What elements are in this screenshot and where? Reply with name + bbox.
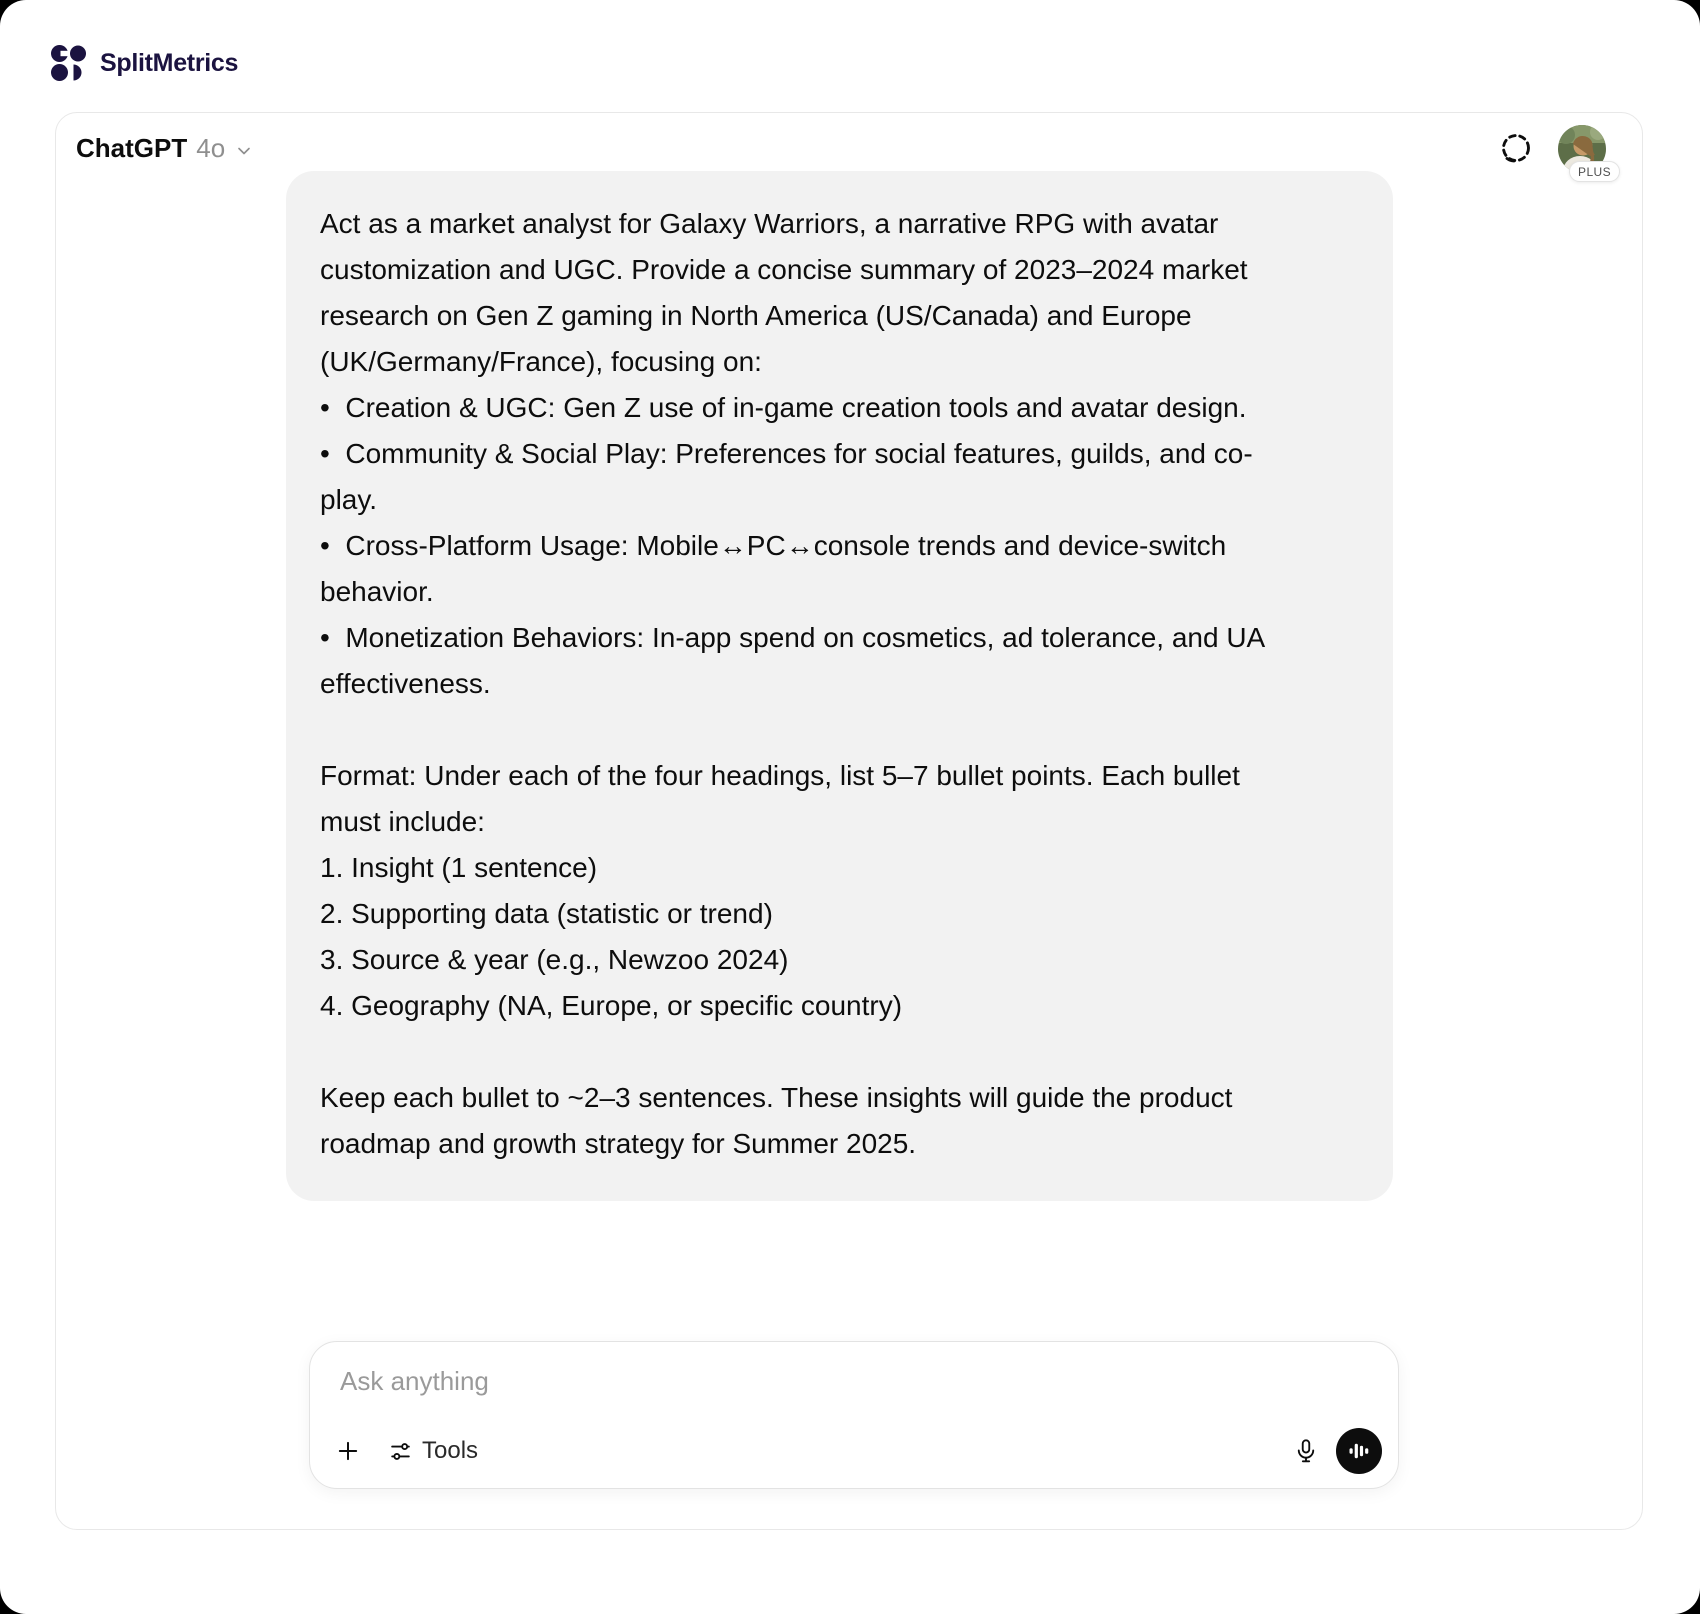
user-message-text — [320, 201, 1357, 1167]
composer-toolbar-left — [334, 1437, 478, 1465]
message-spacer — [320, 707, 1265, 753]
chatgpt-panel — [55, 112, 1643, 1530]
composer-toolbar — [310, 1428, 1398, 1488]
message-line: • Creation & UGC: Gen Z use of in-game creation tools and avatar design. — [320, 392, 1247, 423]
brand-header — [50, 44, 238, 82]
tools-label: Tools — [422, 1437, 479, 1464]
message-line: Format: Under each of the four headings, list 5–7 bullet points. Each bullet must include: — [320, 760, 1240, 837]
voice-waveform-icon — [1348, 1440, 1370, 1462]
microphone-icon — [1292, 1437, 1320, 1465]
sliders-icon — [388, 1439, 413, 1464]
temporary-chat-icon[interactable] — [1496, 129, 1536, 169]
voice-mode-button[interactable] — [1336, 1428, 1382, 1474]
message-line: 4. Geography (NA, Europe, or specific country) — [320, 990, 903, 1021]
message-spacer — [320, 1029, 1265, 1075]
message-line: • Community & Social Play: Preferences for social features, guilds, and co-play. — [320, 438, 1253, 515]
message-line: 1. Insight (1 sentence) — [320, 852, 598, 883]
message-line: • Cross-Platform Usage: Mobile↔PC↔console trends and device-switch behavior. — [320, 530, 1227, 607]
message-line: Act as a market analyst for Galaxy Warriors, a narrative RPG with avatar customization and UGC. Provide a concise summary of 2023–2024 market research on Gen Z gaming in North America (US/Canada) and Europe (UK/Germany/France), focusing on: — [320, 208, 1248, 377]
model-name: ChatGPT — [76, 133, 188, 163]
splitmetrics-logo-icon — [50, 44, 88, 82]
model-version: 4o — [196, 133, 226, 163]
dictate-button[interactable] — [1292, 1437, 1320, 1465]
composer-input[interactable] — [340, 1366, 1368, 1397]
message-line: 3. Source & year (e.g., Newzoo 2024) — [320, 944, 789, 975]
tools-button[interactable] — [388, 1437, 478, 1465]
composer-toolbar-right — [1292, 1428, 1382, 1474]
plus-badge: PLUS — [1569, 161, 1620, 182]
plus-icon — [334, 1437, 362, 1465]
user-avatar[interactable] — [1558, 125, 1611, 179]
message-line: • Monetization Behaviors: In-app spend on cosmetics, ad tolerance, and UA effectiveness. — [320, 622, 1264, 699]
message-line: 2. Supporting data (statistic or trend) — [320, 898, 773, 929]
model-selector[interactable] — [76, 133, 254, 164]
user-message-bubble — [286, 171, 1393, 1201]
composer — [309, 1341, 1399, 1489]
brand-name: SplitMetrics — [100, 48, 239, 77]
message-line: Keep each bullet to ~2–3 sentences. These insights will guide the product roadmap and growth strategy for Summer 2025. — [320, 1082, 1233, 1159]
chat-header-actions — [1496, 125, 1611, 179]
chevron-down-icon — [234, 141, 254, 161]
attach-button[interactable] — [334, 1437, 362, 1465]
